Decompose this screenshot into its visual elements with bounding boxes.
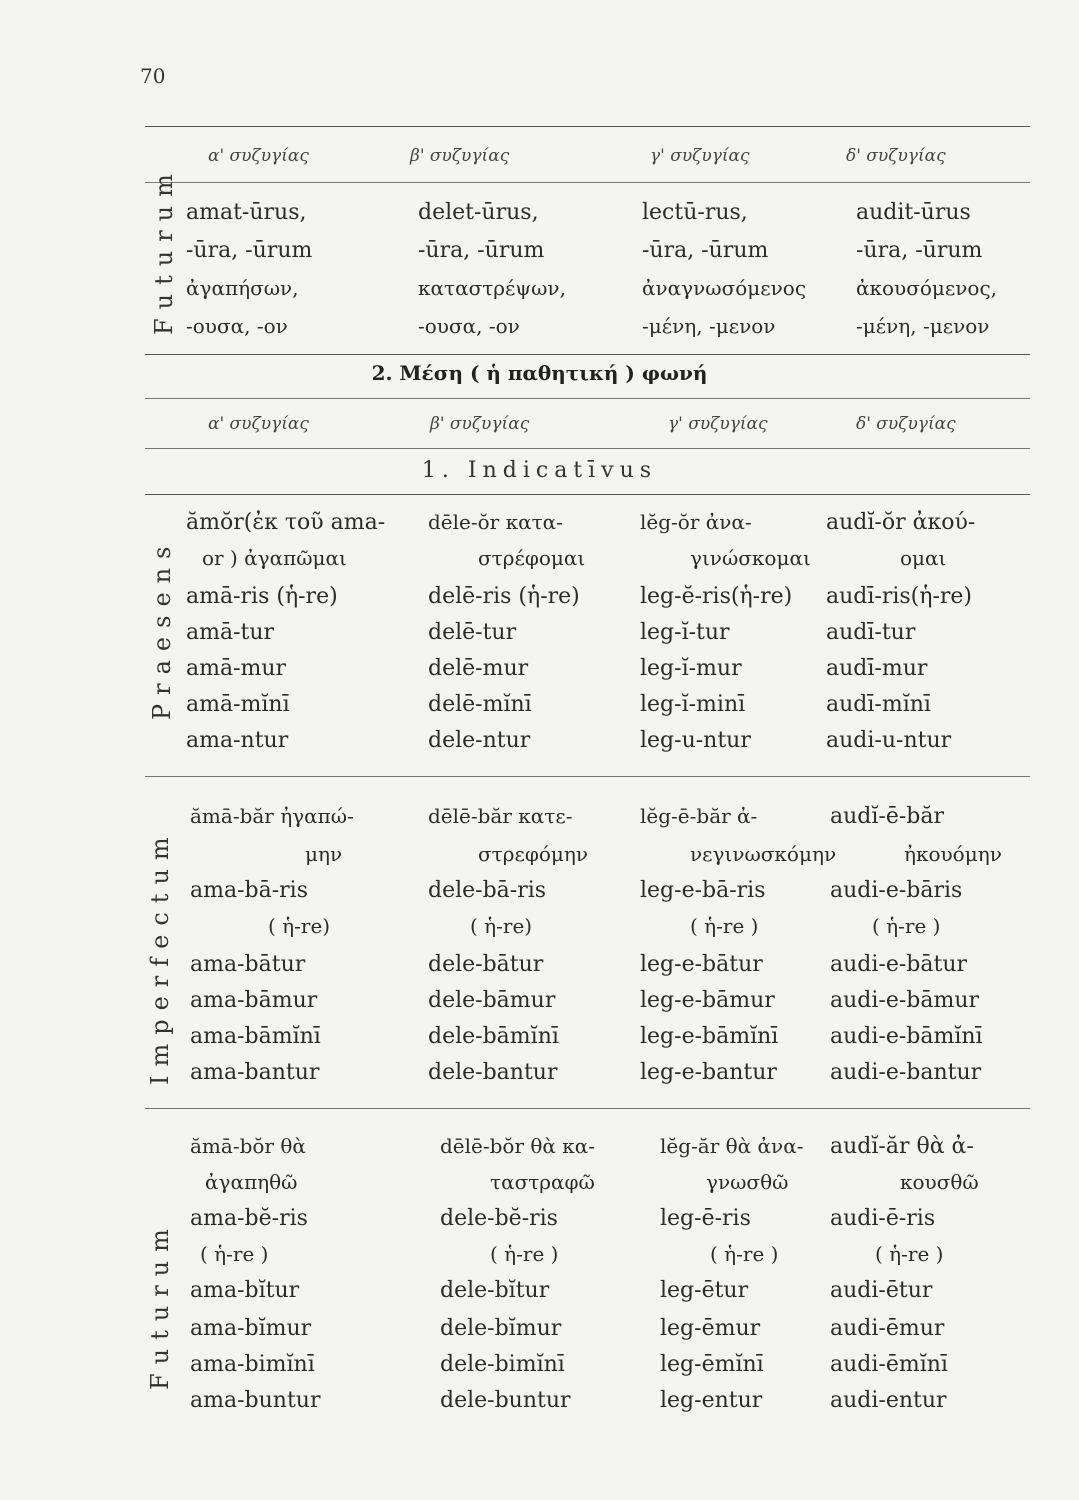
section-rule-top (145, 354, 1030, 355)
conjugation-cell: audĭ-ē-băr (830, 804, 945, 829)
top-rule (145, 126, 1030, 127)
conjugation-cell: ama-bĕ-ris (190, 1206, 308, 1231)
conjugation-cell: ămā-băr ἠγαπώ- (190, 804, 354, 828)
conjugation-cell: ama-bantur (190, 1060, 320, 1085)
conjugation-cell: ama-bā-ris (190, 878, 309, 903)
conjugation-cell: ( ἡ-re ) (875, 1242, 944, 1266)
conjugation-cell: dēlē-băr κατε- (428, 804, 573, 828)
conjugation-cell: μην (305, 842, 343, 866)
conjugation-cell: audī-mĭnī (826, 692, 931, 717)
column-header-3: γ' συζυγίας (650, 146, 750, 166)
conjugation-cell: amā-ris (ἡ-re) (186, 584, 338, 609)
conjugation-cell: στρέφομαι (478, 546, 586, 570)
column-header-4: δ' συζυγίας (846, 146, 946, 166)
conjugation-cell: νεγινωσκόμην (690, 842, 837, 866)
conjugation-cell: dele-bĕ-ris (440, 1206, 558, 1231)
conjugation-cell: γνωσθῶ (706, 1170, 789, 1194)
conjugation-cell: dēlē-bŏr θὰ κα- (440, 1134, 596, 1158)
conjugation-cell: audi-entur (830, 1388, 947, 1413)
conjugation-cell: audĭ-ŏr ἀκού- (826, 510, 976, 535)
conjugation-cell: ama-bāmĭnī (190, 1024, 321, 1049)
conjugation-cell: ama-bimĭnī (190, 1352, 315, 1377)
conjugation-cell: or ) ἀγαπῶμαι (202, 546, 347, 570)
conjugation-cell: γινώσκομαι (690, 546, 811, 570)
conjugation-cell: dele-bantur (428, 1060, 558, 1085)
section-title: 2. Μέση ( ἡ παθητική ) φωνή (371, 361, 708, 385)
conjugation-cell: -ūra, -ūrum (856, 238, 983, 263)
futurum-active-label: Futurum (150, 165, 178, 335)
conjugation-cell: leg-ētur (660, 1278, 749, 1303)
conjugation-cell: leg-u-ntur (640, 728, 751, 753)
conjugation-cell: leg-e-bāmur (640, 988, 775, 1013)
conjugation-cell: leg-ēmĭnī (660, 1352, 764, 1377)
conjugation-cell: dele-bĭtur (440, 1278, 550, 1303)
conjugation-cell: dele-bĭmur (440, 1316, 562, 1341)
conjugation-cell: ἀγαπήσων, (186, 276, 299, 300)
conjugation-cell: amā-mĭnī (186, 692, 290, 717)
conjugation-cell: dele-bātur (428, 952, 544, 977)
conjugation-cell: dele-buntur (440, 1388, 571, 1413)
column-header-2-2: β' συζυγίας (430, 414, 530, 434)
column-header-2-4: δ' συζυγίας (856, 414, 956, 434)
conjugation-cell: ămŏr(ἐκ τοῦ ama- (186, 510, 386, 535)
column-header-1: α' συζυγίας (208, 146, 309, 166)
conjugation-cell: ama-bĭtur (190, 1278, 300, 1303)
conjugation-cell: -ūra, -ūrum (186, 238, 313, 263)
column-header-2: β' συζυγίας (410, 146, 510, 166)
conjugation-cell: audi-e-bantur (830, 1060, 982, 1085)
conjugation-cell: lĕg-ē-băr ἀ- (640, 804, 758, 828)
conjugation-cell: audī-ris(ἡ-re) (826, 584, 972, 609)
conjugation-cell: delē-mur (428, 656, 529, 681)
conjugation-cell: dēle-ŏr κατα- (428, 510, 563, 534)
conjugation-cell: ama-bĭmur (190, 1316, 312, 1341)
conjugation-cell: ( ἡ-re) (470, 914, 533, 938)
conjugation-cell: ( ἡ-re ) (200, 1242, 269, 1266)
conjugation-cell: lectū-rus, (642, 200, 748, 225)
conjugation-cell: leg-e-bantur (640, 1060, 777, 1085)
conjugation-cell: leg-ĭ-minī (640, 692, 746, 717)
conjugation-cell: στρεφόμην (478, 842, 589, 866)
praesens-rule (145, 776, 1030, 777)
conjugation-cell: ἀκουσόμενος, (856, 276, 998, 300)
futurum-passive-label: Futurum (146, 1220, 174, 1390)
conjugation-cell: -μένη, -μενον (642, 314, 776, 338)
conjugation-cell: audi-ē-ris (830, 1206, 936, 1231)
conjugation-cell: leg-ē-ris (660, 1206, 751, 1231)
column-header-2-1: α' συζυγίας (208, 414, 309, 434)
conjugation-cell: κουσθῶ (900, 1170, 979, 1194)
conjugation-cell: dele-bāmĭnī (428, 1024, 559, 1049)
conjugation-cell: delē-mĭnī (428, 692, 532, 717)
conjugation-cell: ταστραφῶ (490, 1170, 595, 1194)
conjugation-cell: leg-e-bā-ris (640, 878, 766, 903)
conjugation-cell: ομαι (900, 546, 947, 570)
conjugation-cell: -ουσα, -ον (418, 314, 520, 338)
imperfectum-rule (145, 1108, 1030, 1109)
conjugation-cell: dele-bāmur (428, 988, 556, 1013)
conjugation-cell: -ūra, -ūrum (642, 238, 769, 263)
conjugation-cell: -ουσα, -ον (186, 314, 288, 338)
conjugation-cell: leg-e-bāmĭnī (640, 1024, 779, 1049)
conjugation-cell: audi-e-bāmur (830, 988, 980, 1013)
conjugation-cell: delet-ūrus, (418, 200, 539, 225)
conjugation-cell: leg-e-bātur (640, 952, 763, 977)
conjugation-cell: audī-tur (826, 620, 916, 645)
conjugation-cell: ( ἡ-re) (268, 914, 331, 938)
conjugation-cell: ama-buntur (190, 1388, 321, 1413)
conjugation-cell: ama-bātur (190, 952, 306, 977)
column-header-2-3: γ' συζυγίας (668, 414, 768, 434)
conjugation-cell: audi-ēmĭnī (830, 1352, 948, 1377)
conjugation-cell: ἀναγνωσόμενος (642, 276, 807, 300)
praesens-label: Praesens (148, 537, 176, 720)
conjugation-cell: delē-tur (428, 620, 517, 645)
conjugation-cell: lĕg-ŏr ἀνα- (640, 510, 752, 534)
conjugation-cell: audi-ēmur (830, 1316, 945, 1341)
conjugation-cell: -ūra, -ūrum (418, 238, 545, 263)
conjugation-cell: dele-ntur (428, 728, 531, 753)
subtitle: 1. Indicatīvus (421, 458, 658, 483)
conjugation-cell: ama-ntur (186, 728, 289, 753)
conjugation-cell: audi-ētur (830, 1278, 933, 1303)
conjugation-cell: ama-bāmur (190, 988, 318, 1013)
conjugation-cell: -μένη, -μενον (856, 314, 990, 338)
conjugation-cell: audi-u-ntur (826, 728, 952, 753)
conjugation-cell: leg-ĭ-mur (640, 656, 742, 681)
section-rule-bottom (145, 398, 1030, 399)
page-number: 70 (140, 64, 166, 88)
conjugation-cell: audit-ūrus (856, 200, 971, 225)
conjugation-cell: leg-entur (660, 1388, 763, 1413)
conjugation-cell: audi-e-bāmĭnī (830, 1024, 983, 1049)
conjugation-cell: ἠκουόμην (904, 842, 1002, 866)
conjugation-cell: delē-ris (ἡ-re) (428, 584, 580, 609)
conjugation-cell: audī-mur (826, 656, 928, 681)
conjugation-cell: leg-ĭ-tur (640, 620, 730, 645)
subtitle-rule-bottom (145, 494, 1030, 495)
conjugation-cell: ( ἡ-re ) (490, 1242, 559, 1266)
conjugation-cell: audi-e-bātur (830, 952, 968, 977)
conjugation-cell: amā-mur (186, 656, 287, 681)
conjugation-cell: ( ἡ-re ) (710, 1242, 779, 1266)
conjugation-cell: ἀγαπηθῶ (205, 1170, 298, 1194)
conjugation-cell: dele-bā-ris (428, 878, 547, 903)
conjugation-cell: audi-e-bāris (830, 878, 963, 903)
conjugation-cell: ămā-bŏr θὰ (190, 1134, 306, 1158)
conjugation-cell: lĕg-ăr θὰ ἀνα- (660, 1134, 804, 1158)
conjugation-cell: ( ἡ-re ) (872, 914, 941, 938)
imperfectum-label: Imperfectum (146, 828, 174, 1085)
conjugation-cell: καταστρέψων, (418, 276, 566, 300)
conjugation-cell: audĭ-ăr θὰ ἀ- (830, 1134, 974, 1159)
header-rule (145, 182, 1030, 183)
conjugation-cell: leg-ĕ-ris(ἡ-re) (640, 584, 793, 609)
conjugation-cell: amā-tur (186, 620, 275, 645)
conjugation-cell: leg-ēmur (660, 1316, 761, 1341)
conjugation-cell: amat-ūrus, (186, 200, 307, 225)
conjugation-cell: dele-bimĭnī (440, 1352, 565, 1377)
subtitle-rule-top (145, 448, 1030, 449)
conjugation-cell: ( ἡ-re ) (690, 914, 759, 938)
